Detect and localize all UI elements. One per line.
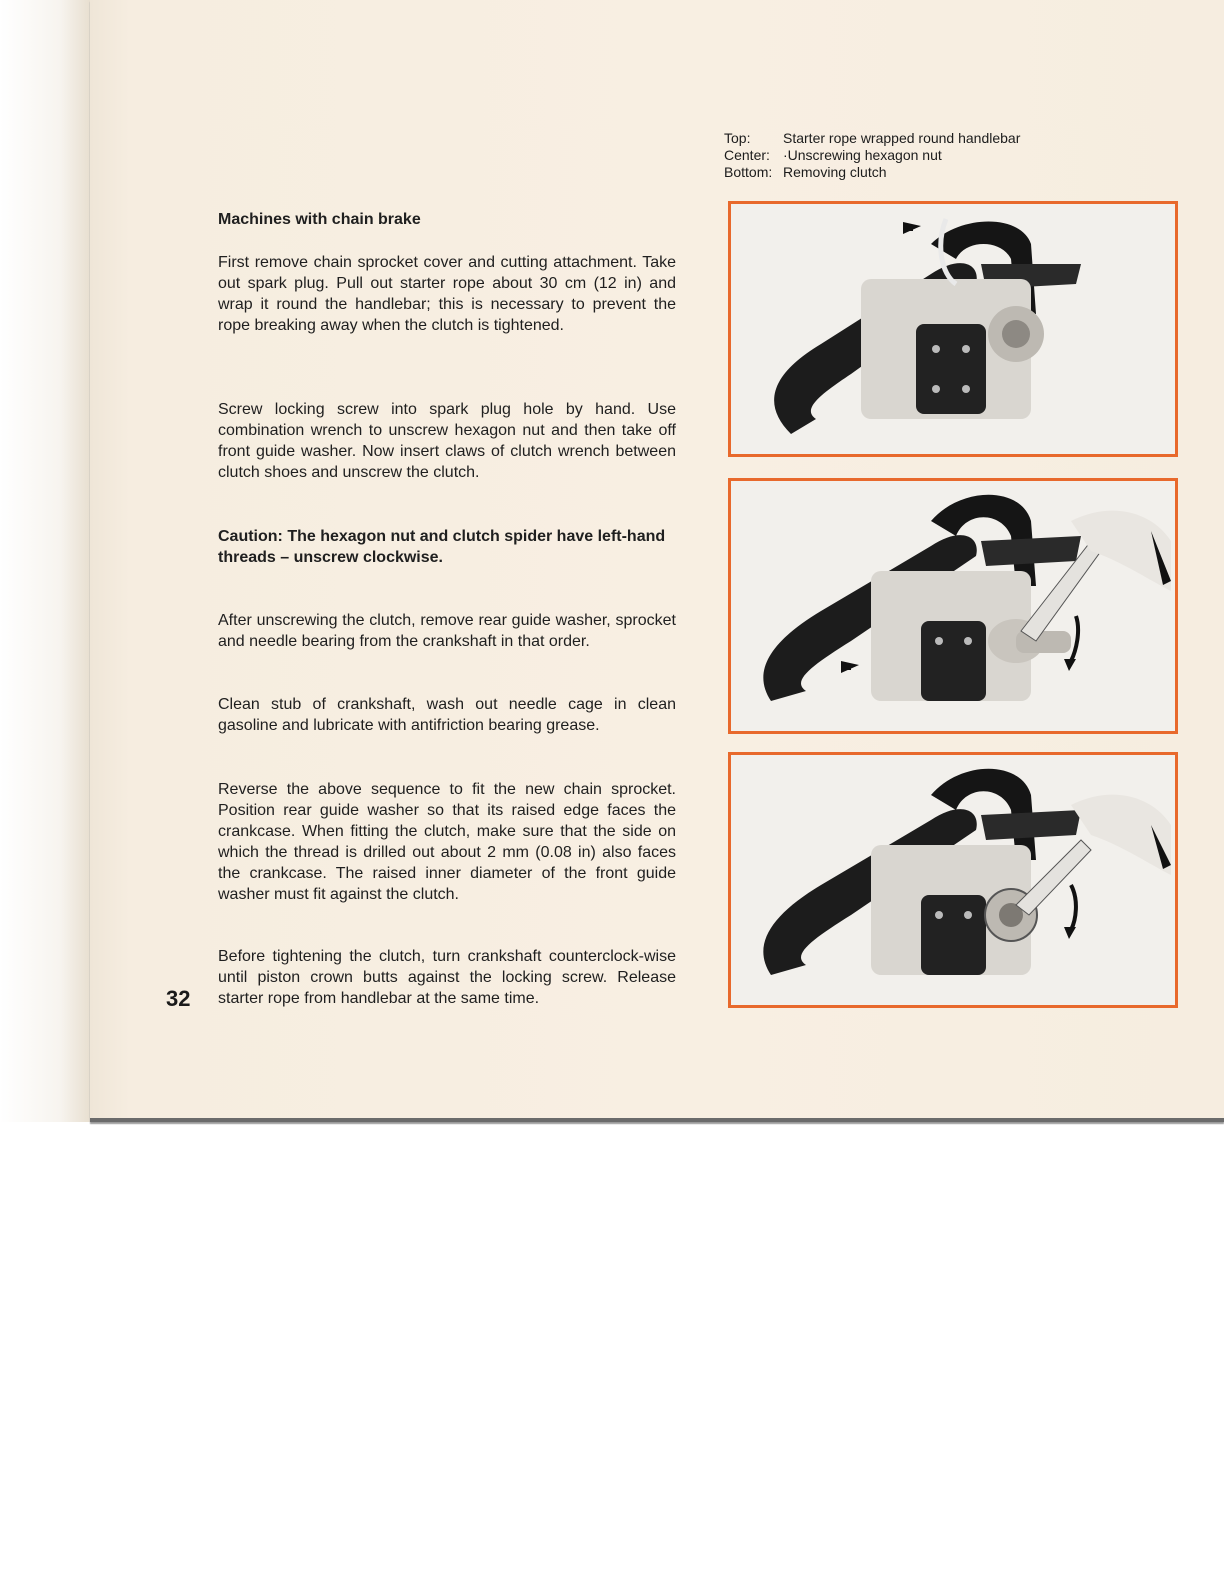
caption-text: Starter rope wrapped round handlebar (783, 130, 1021, 146)
paragraph-remove-washer: After unscrewing the clutch, remove rear guide washer, sprocket and needle bearing from the crankshaft in that order. (218, 612, 676, 650)
chainsaw-illustration (731, 481, 1175, 731)
section-heading: Machines with chain brake (218, 211, 421, 228)
page-number: 32 (166, 986, 191, 1011)
paragraph-remove-cover: First remove chain sprocket cover and cutting attachment. Take out spark plug. Pull out starter rope about 30 cm (12 in) and wrap it round the handlebar; this is necessary to prevent the rope breaking away when the clutch is tightened. (218, 254, 676, 334)
chainsaw-illustration (731, 204, 1175, 454)
paragraph-clean-crankshaft: Clean stub of crankshaft, wash out needle cage in clean gasoline and lubricate with antifriction bearing grease. (218, 696, 676, 734)
photo-captions (724, 130, 1084, 181)
caption-text: Removing clutch (783, 164, 887, 180)
caption-top (724, 130, 1084, 147)
caption-text: ·Unscrewing hexagon nut (783, 147, 942, 163)
photo-bottom-removing-clutch (728, 752, 1178, 1008)
photo-center-hexagon-nut (728, 478, 1178, 734)
caption-key: Center: (724, 147, 770, 163)
caption-bottom (724, 164, 1084, 181)
paragraph-reassembly: Reverse the above sequence to fit the new chain sprocket. Position rear guide washer so that its raised edge faces the crankcase. When fitting the clutch, make sure that the side on which the thread is drilled out about 2 mm (0.08 in) also faces the crankcase. The raised inner diameter of the front guide washer must fit against the clutch. (218, 781, 676, 903)
caption-center (724, 147, 1084, 164)
photo-top-starter-rope (728, 201, 1178, 457)
chainsaw-illustration (731, 755, 1175, 1005)
caption-key: Bottom: (724, 164, 773, 180)
caption-key: Top: (724, 130, 751, 146)
caution-note: Caution: The hexagon nut and clutch spider have left-hand threads – unscrew clockwise. (218, 528, 666, 566)
page-left-margin (0, 0, 90, 1122)
paragraph-tighten-clutch: Before tightening the clutch, turn crankshaft counterclock-wise until piston crown butts against the locking screw. Release starter rope from handlebar at the same time. (218, 948, 676, 1007)
paragraph-unscrew-clutch: Screw locking screw into spark plug hole by hand. Use combination wrench to unscrew hexagon nut and then take off front guide washer. Now insert claws of clutch wrench between clutch shoes and unscrew the clutch. (218, 401, 676, 481)
